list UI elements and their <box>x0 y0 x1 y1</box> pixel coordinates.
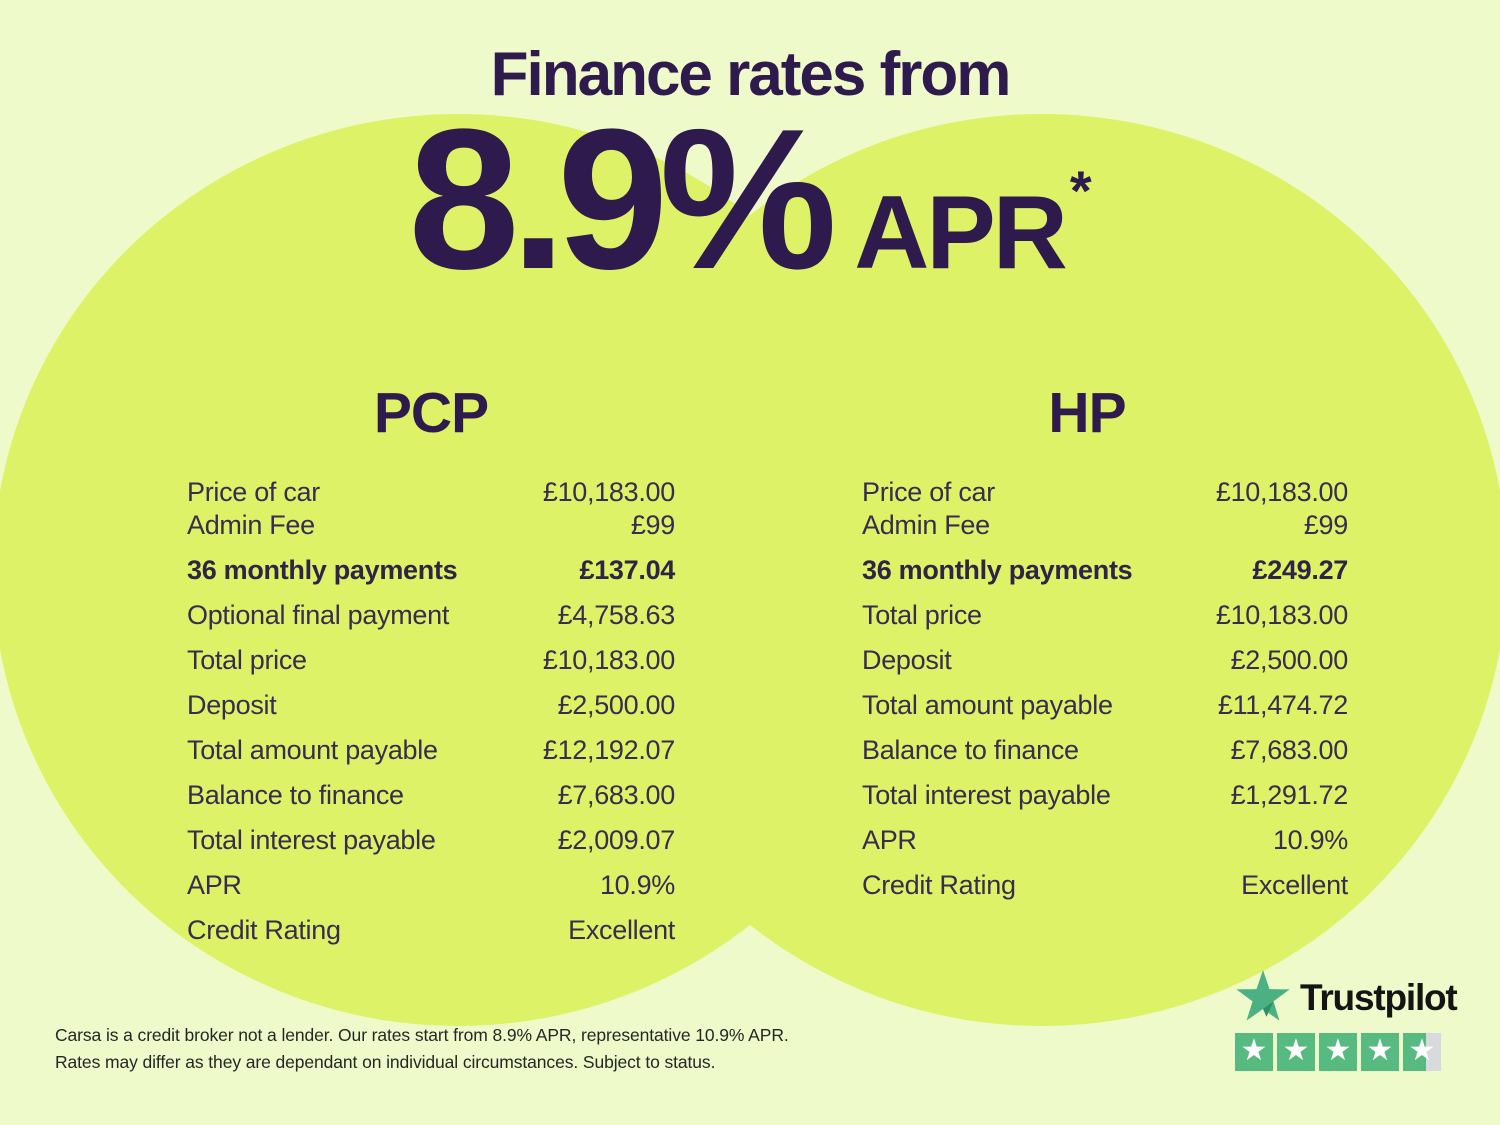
row-label: Optional final payment <box>187 600 450 630</box>
trustpilot-rating-stars <box>1235 1033 1457 1071</box>
table-row <box>187 476 675 509</box>
pcp-rows <box>187 476 675 947</box>
headline-rate <box>0 88 1500 311</box>
pcp-heading: PCP <box>373 381 489 445</box>
row-label: Total price <box>862 600 982 630</box>
table-row <box>187 869 675 902</box>
star-box <box>1235 1033 1273 1071</box>
table-row <box>862 689 1348 722</box>
row-value: £10,183.00 <box>1215 600 1348 630</box>
row-value: Excellent <box>568 915 675 945</box>
row-label: Total interest payable <box>862 780 1111 810</box>
row-label: Balance to finance <box>862 735 1079 765</box>
trustpilot-logo <box>1235 970 1457 1071</box>
row-label: Total interest payable <box>187 825 436 855</box>
trustpilot-star-icon <box>1235 970 1291 1026</box>
row-value: £2,500.00 <box>1230 645 1348 675</box>
row-value: £7,683.00 <box>557 780 675 810</box>
row-value: £99 <box>630 510 675 540</box>
rate-asterisk: * <box>1069 159 1092 222</box>
row-label: Price of car <box>187 477 320 507</box>
star-box <box>1277 1033 1315 1071</box>
row-value: £10,183.00 <box>542 645 675 675</box>
row-value: £2,009.07 <box>557 825 675 855</box>
star-icon: ★ <box>1408 1032 1436 1068</box>
trustpilot-wordmark <box>1235 970 1457 1026</box>
table-row <box>187 509 675 542</box>
row-value: £4,758.63 <box>557 600 675 630</box>
row-value: £249.27 <box>1252 555 1348 585</box>
table-row <box>862 554 1348 587</box>
row-value: Excellent <box>1241 870 1348 900</box>
table-row <box>187 779 675 812</box>
row-label: APR <box>862 825 917 855</box>
row-label: Deposit <box>187 690 277 720</box>
row-value: £10,183.00 <box>1215 477 1348 507</box>
row-label: Deposit <box>862 645 952 675</box>
star-box <box>1361 1033 1399 1071</box>
row-label: Admin Fee <box>187 510 315 540</box>
table-row <box>862 644 1348 677</box>
row-label: Price of car <box>862 477 995 507</box>
star-icon: ★ <box>1282 1032 1310 1068</box>
table-row <box>187 824 675 857</box>
row-value: £11,474.72 <box>1217 690 1348 720</box>
table-row <box>187 914 675 947</box>
rate-value: 8.9% <box>408 88 829 311</box>
row-label: Credit Rating <box>187 915 341 945</box>
row-value: £137.04 <box>579 555 675 585</box>
table-row <box>862 869 1348 902</box>
row-label: Total amount payable <box>862 690 1113 720</box>
table-row <box>862 734 1348 767</box>
row-value: £12,192.07 <box>542 735 675 765</box>
row-label: Total price <box>187 645 307 675</box>
star-icon: ★ <box>1366 1032 1394 1068</box>
hp-heading: HP <box>1048 381 1126 445</box>
page-title: Finance rates from <box>490 40 1010 109</box>
table-row <box>862 824 1348 857</box>
table-row <box>187 689 675 722</box>
row-value: £1,291.72 <box>1230 780 1348 810</box>
table-row <box>187 599 675 632</box>
table-row <box>187 734 675 767</box>
row-value: £10,183.00 <box>542 477 675 507</box>
row-label: Balance to finance <box>187 780 404 810</box>
row-value: £2,500.00 <box>557 690 675 720</box>
row-label: APR <box>187 870 242 900</box>
hp-table <box>862 382 1348 902</box>
row-label: Credit Rating <box>862 870 1016 900</box>
star-icon: ★ <box>1324 1032 1352 1068</box>
star-box-half <box>1403 1033 1441 1071</box>
table-row <box>187 554 675 587</box>
trustpilot-brand-text: Trustpilot <box>1300 977 1457 1018</box>
star-box <box>1319 1033 1357 1071</box>
disclaimer <box>55 1022 789 1076</box>
table-row <box>187 644 675 677</box>
table-row <box>862 509 1348 542</box>
row-label: 36 monthly payments <box>862 555 1133 585</box>
pcp-table <box>187 382 675 947</box>
row-label: Admin Fee <box>862 510 990 540</box>
disclaimer-line-2: Rates may differ as they are dependant on individual circumstances. Subject to status. <box>55 1052 716 1072</box>
disclaimer-line-1: Carsa is a credit broker not a lender. Our rates start from 8.9% APR, representative 10.9% APR. <box>55 1025 789 1045</box>
row-value: 10.9% <box>1272 825 1348 855</box>
row-label: 36 monthly payments <box>187 555 458 585</box>
table-row <box>862 779 1348 812</box>
row-value: £99 <box>1303 510 1348 540</box>
table-row <box>862 476 1348 509</box>
hp-rows <box>862 476 1348 902</box>
row-value: £7,683.00 <box>1230 735 1348 765</box>
rate-unit: APR <box>854 175 1065 291</box>
table-row <box>862 599 1348 632</box>
star-icon: ★ <box>1240 1032 1268 1068</box>
row-label: Total amount payable <box>187 735 438 765</box>
row-value: 10.9% <box>599 870 675 900</box>
